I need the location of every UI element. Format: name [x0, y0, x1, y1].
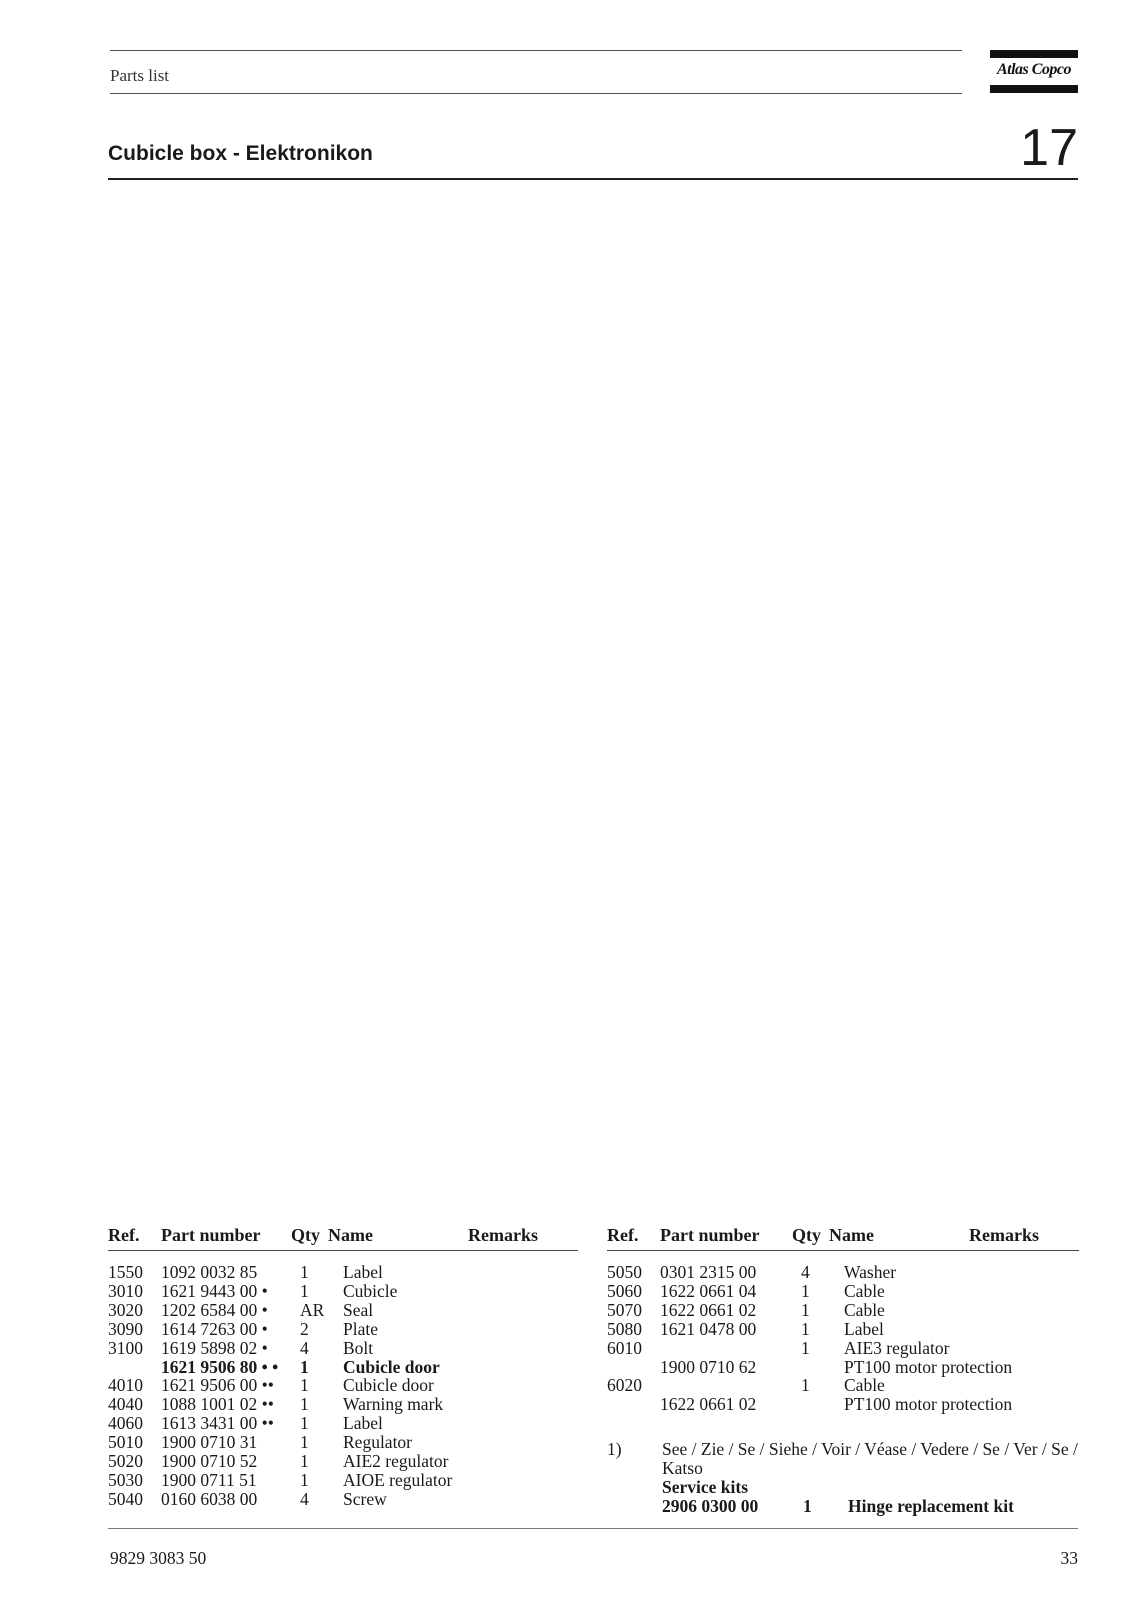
col-header-name: Name [328, 1225, 373, 1245]
cell-ref: 3100 [108, 1337, 143, 1358]
logo-bar-top [990, 50, 1078, 58]
cell-part-number: 1621 9443 00 • [161, 1280, 268, 1301]
cell-part-number: 1900 0711 51 [161, 1469, 257, 1490]
cell-qty: 1 [801, 1299, 810, 1320]
col-header-qty: Qty [291, 1225, 320, 1245]
cell-part-number: 1621 9506 80 • • [161, 1356, 279, 1377]
cell-part-number: 1092 0032 85 [161, 1262, 258, 1282]
cell-name: Cubicle door [343, 1375, 434, 1396]
header-bottom-rule [110, 93, 962, 94]
cell-part-number: 1900 0710 62 [660, 1356, 757, 1377]
cell-qty: 4 [300, 1337, 309, 1358]
cell-ref: 5080 [607, 1318, 642, 1339]
cell-ref: 3010 [108, 1280, 143, 1301]
table-row [108, 1263, 578, 1282]
cell-qty: 1 [300, 1432, 309, 1453]
table-row [607, 1320, 1079, 1339]
cell-name: PT100 motor protection [844, 1356, 1013, 1377]
cell-part-number: 1613 3431 00 •• [161, 1413, 274, 1434]
table-row [607, 1376, 1079, 1395]
cell-name: Cubicle [343, 1280, 398, 1301]
cell-name: AIOE regulator [343, 1469, 453, 1490]
table-row [108, 1395, 578, 1414]
cell-ref: 4010 [108, 1375, 143, 1396]
cell-qty: 4 [801, 1262, 810, 1282]
section-label: Parts list [110, 66, 170, 85]
cell-ref: 5050 [607, 1262, 642, 1282]
cell-name: Cubicle door [343, 1356, 440, 1377]
footnote-mark: 1) [607, 1439, 622, 1459]
table-row [108, 1339, 578, 1358]
cell-ref: 6020 [607, 1375, 642, 1396]
cell-name: Washer [844, 1262, 897, 1282]
logo-bar-bottom [990, 85, 1078, 93]
cell-part-number: 0160 6038 00 [161, 1488, 258, 1509]
cell-ref: 5060 [607, 1280, 642, 1301]
cell-name: AIE2 regulator [343, 1451, 449, 1471]
table-row [607, 1339, 1079, 1358]
cell-qty: 1 [300, 1280, 309, 1301]
table-row [108, 1320, 578, 1339]
cell-name: Seal [343, 1299, 374, 1320]
col-header-remarks: Remarks [468, 1225, 538, 1245]
cell-name: Warning mark [343, 1394, 444, 1415]
cell-part-number: 1621 0478 00 [660, 1318, 757, 1339]
cell-part-number: 1619 5898 02 • [161, 1337, 268, 1358]
table-row [607, 1263, 1079, 1282]
cell-qty: AR [300, 1299, 325, 1320]
page-number: 33 [1060, 1548, 1078, 1568]
cell-name: Label [844, 1318, 884, 1339]
cell-qty: 1 [801, 1318, 810, 1339]
parts-table-left [108, 1225, 578, 1515]
cell-part-number: 1088 1001 02 •• [161, 1394, 274, 1415]
table-row [607, 1282, 1079, 1301]
cell-part-number: 1622 0661 02 [660, 1299, 757, 1320]
cell-part-number: 1202 6584 00 • [161, 1299, 268, 1320]
col-header-name: Name [829, 1225, 874, 1245]
cell-name: Label [343, 1413, 383, 1434]
table-row [108, 1452, 578, 1471]
cell-part-number: 1621 9506 00 •• [161, 1375, 274, 1396]
table-row [108, 1490, 578, 1509]
col-header-qty: Qty [792, 1225, 821, 1245]
cell-part-number: 1622 0661 02 [660, 1394, 757, 1415]
cell-ref: 5010 [108, 1432, 143, 1453]
cell-ref: 5030 [108, 1469, 143, 1490]
cell-qty: 1 [801, 1337, 810, 1358]
table-row [108, 1376, 578, 1395]
document-number: 9829 3083 50 [110, 1548, 207, 1568]
cell-name: AIE3 regulator [844, 1337, 950, 1358]
col-header-part-number: Part number [660, 1225, 760, 1245]
cell-name: Label [343, 1262, 383, 1282]
cell-name: Screw [343, 1488, 387, 1509]
table-row [108, 1282, 578, 1301]
cell-ref: 4060 [108, 1413, 143, 1434]
table-row [108, 1433, 578, 1452]
table-row [108, 1301, 578, 1320]
cell-name: Cable [844, 1280, 885, 1301]
cell-part-number: 1900 0710 31 [161, 1432, 258, 1453]
cell-qty: 4 [300, 1488, 309, 1509]
table-row [607, 1395, 1079, 1414]
section-number: 17 [1020, 119, 1078, 177]
header-top-rule [110, 50, 962, 51]
cell-part-number: 1614 7263 00 • [161, 1318, 268, 1339]
col-header-remarks: Remarks [969, 1225, 1039, 1245]
cell-ref: 6010 [607, 1337, 642, 1358]
logo-wordmark: Atlas Copco [996, 61, 1072, 78]
cell-part-number: 1622 0661 04 [660, 1280, 757, 1301]
cell-qty: 1 [300, 1356, 309, 1377]
footnote-text: See / Zie / Se / Siehe / Voir / Véase / Vedere / Se / Ver / Se / Katso [662, 1439, 1078, 1478]
cell-ref: 4040 [108, 1394, 143, 1415]
cell-qty: 1 [801, 1375, 810, 1396]
cell-part-number: 0301 2315 00 [660, 1262, 757, 1282]
cell-qty: 1 [801, 1280, 810, 1301]
col-header-part-number: Part number [161, 1225, 261, 1245]
cell-ref: 3020 [108, 1299, 143, 1320]
cell-name: Cable [844, 1375, 885, 1396]
kit-qty: 1 [803, 1496, 812, 1516]
cell-ref: 5040 [108, 1488, 143, 1509]
page-title: Cubicle box - Elektronikon [108, 142, 373, 165]
service-kits-label: Service kits [662, 1477, 749, 1497]
table-header-rule [607, 1250, 1079, 1251]
cell-name: PT100 motor protection [844, 1394, 1013, 1415]
cell-ref: 5020 [108, 1451, 143, 1471]
cell-qty: 1 [300, 1451, 309, 1471]
atlas-copco-logo [990, 50, 1078, 94]
cell-qty: 1 [300, 1413, 309, 1434]
table-row [108, 1358, 578, 1377]
cell-qty: 1 [300, 1375, 309, 1396]
table-row [607, 1358, 1079, 1377]
cell-name: Plate [343, 1318, 378, 1339]
table-row [108, 1471, 578, 1490]
cell-ref: 3090 [108, 1318, 143, 1339]
cell-name: Regulator [343, 1432, 413, 1453]
cell-name: Bolt [343, 1337, 374, 1358]
title-rule [108, 178, 1078, 180]
cell-part-number: 1900 0710 52 [161, 1451, 258, 1471]
cell-name: Cable [844, 1299, 885, 1320]
col-header-ref: Ref. [108, 1225, 140, 1245]
col-header-ref: Ref. [607, 1225, 639, 1245]
cell-qty: 1 [300, 1469, 309, 1490]
kit-name: Hinge replacement kit [848, 1496, 1014, 1516]
cell-ref: 5070 [607, 1299, 642, 1320]
table-header-rule [108, 1250, 578, 1251]
kit-part-number: 2906 0300 00 [662, 1496, 759, 1516]
cell-ref: 1550 [108, 1262, 143, 1282]
table-row [607, 1301, 1079, 1320]
cell-qty: 2 [300, 1318, 309, 1339]
cell-qty: 1 [300, 1394, 309, 1415]
table-row [108, 1414, 578, 1433]
cell-qty: 1 [300, 1262, 309, 1282]
footer-rule [108, 1528, 1078, 1529]
